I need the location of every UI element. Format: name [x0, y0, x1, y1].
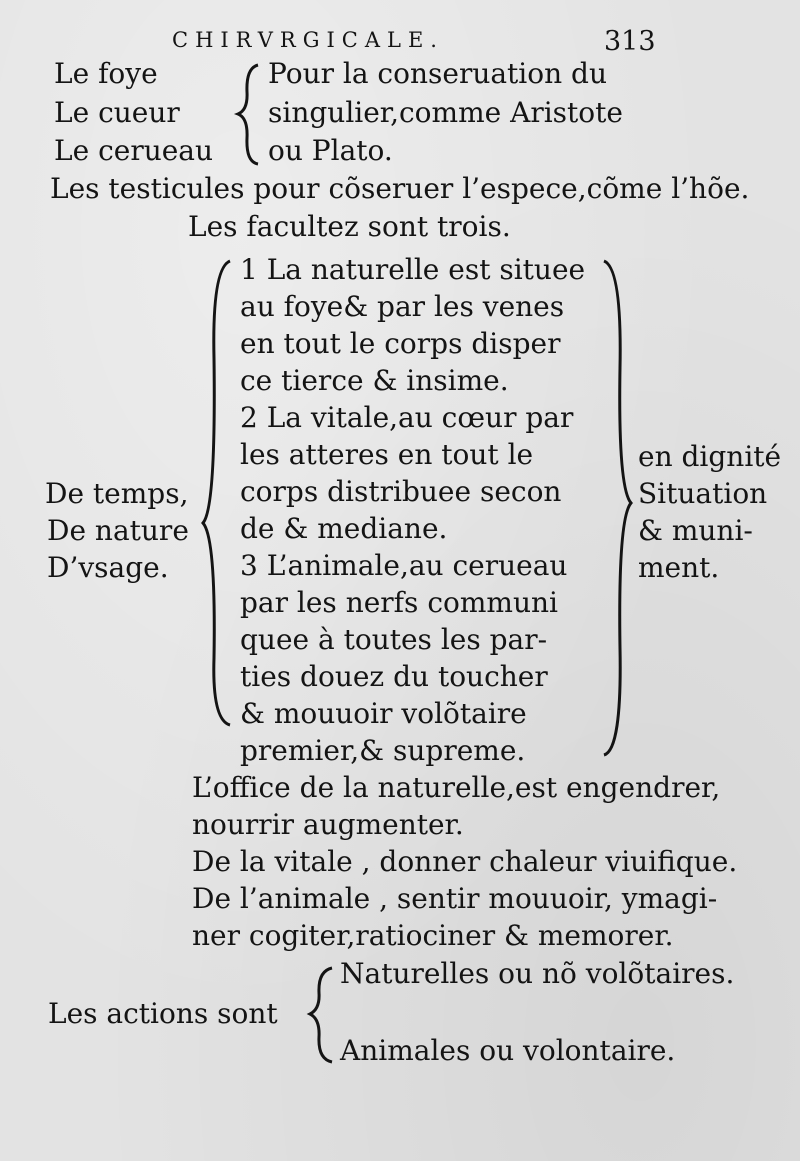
faculty-line-4: ce tierce & insime.: [240, 364, 509, 397]
faculty-line-6: les atteres en tout le: [240, 438, 534, 471]
label-ment: ment.: [638, 551, 720, 584]
faculty-line-8: de & mediane.: [240, 512, 448, 545]
label-de-nature: De nature: [47, 514, 189, 547]
office-line-5: ner cogiter,ratiociner & memorer.: [192, 919, 674, 952]
faculty-line-2: au foye& par les venes: [240, 290, 565, 323]
office-line-2: nourrir augmenter.: [192, 808, 464, 841]
label-en-dignite: en dignité: [638, 440, 782, 473]
organs-note-line-3: ou Plato.: [268, 134, 393, 167]
faculty-line-3: en tout le corps disper: [240, 327, 561, 360]
action-animales: Animales ou volontaire.: [340, 1034, 676, 1067]
faculty-line-13: & mouuoir volõtaire: [240, 697, 527, 730]
organ-cueur: Le cueur: [54, 96, 180, 129]
office-line-4: De l’animale , sentir mouuoir, ymagi-: [192, 882, 718, 915]
label-dvsage: D’vsage.: [47, 551, 169, 584]
testicules-line: Les testicules pour cõseruer l’espece,cõme l’hõe.: [50, 172, 750, 205]
organ-foye: Le foye: [54, 57, 158, 90]
label-situation: Situation: [638, 477, 768, 510]
faculty-line-12: ties douez du toucher: [240, 660, 548, 693]
running-title: CHIRVRGICALE.: [172, 28, 444, 52]
faculties-right-brace: [600, 258, 634, 758]
actions-label: Les actions sont: [48, 997, 278, 1030]
faculties-left-brace: [200, 258, 234, 728]
organs-brace: [234, 62, 264, 167]
faculty-line-14: premier,& supreme.: [240, 734, 526, 767]
actions-brace: [306, 965, 336, 1065]
label-de-temps: De temps,: [45, 477, 189, 510]
faculty-line-5: 2 La vitale,au cœur par: [240, 401, 574, 434]
action-naturelles: Naturelles ou nõ volõtaires.: [340, 957, 735, 990]
organ-cerueau: Le cerueau: [54, 134, 214, 167]
faculty-line-7: corps distribuee secon: [240, 475, 562, 508]
page-number: 313: [604, 26, 656, 57]
faculty-line-9: 3 L’animale,au cerueau: [240, 549, 568, 582]
facultez-heading: Les facultez sont trois.: [188, 210, 511, 243]
office-line-3: De la vitale , donner chaleur viuifique.: [192, 845, 738, 878]
faculty-line-10: par les nerfs communi: [240, 586, 558, 619]
faculty-line-1: 1 La naturelle est situee: [240, 253, 586, 286]
organs-note-line-1: Pour la conseruation du: [268, 57, 608, 90]
label-muni: & muni-: [638, 514, 753, 547]
faculty-line-11: quee à toutes les par-: [240, 623, 548, 656]
office-line-1: L’office de la naturelle,est engendrer,: [192, 771, 721, 804]
organs-note-line-2: singulier,comme Aristote: [268, 96, 623, 129]
